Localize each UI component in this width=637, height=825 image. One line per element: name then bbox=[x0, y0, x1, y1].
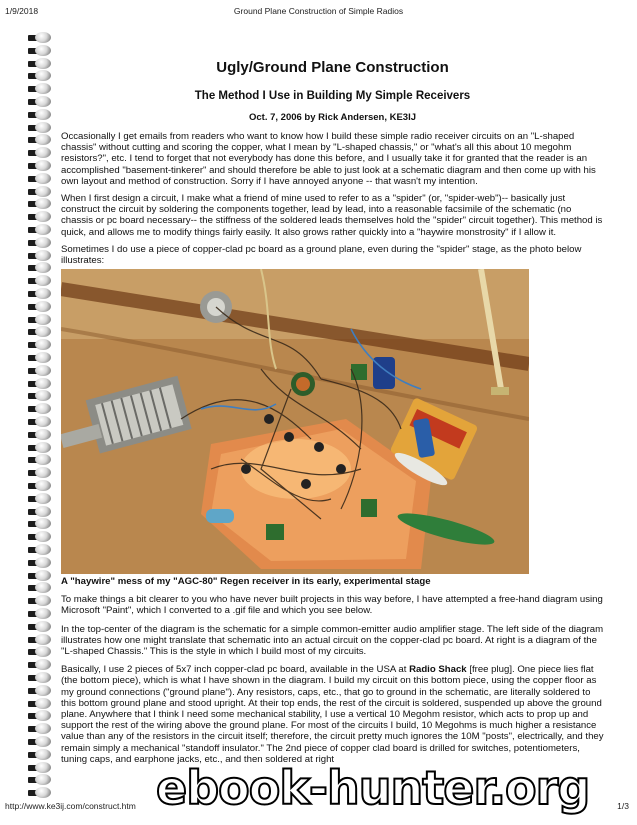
paragraph-6-text-b: [free plug]. One piece lies flat (the bottom piece), which is what I have shown in the diagram. I build my circuit on this bottom piece, using the copper floor as my ground connections ("ground plane"). Any resistors, caps, etc., that go to ground in the schematic, are literally soldered to this bottom ground plane and stood upright. At their top ends, the rest of the circuit is soldered, suspended up above the ground plane. Anywhere that I think I need some mechanical stability, I use a vertical 10 Megohm resistor, which acts to prop up and support the rest of the wiring above the ground plane. For most of the circuits I build, 10 Megohms is much higher a resistance value than any of the resistors in the circuit itself; therefore, the circuit pretty much ignores the 10M "posts", electrically, and they remain simply a mechanical "standoff insulator." The 2nd piece of copper clad board is drilled for switches, potentiometers, tuning caps, and earphone jacks, etc., and then soldered at right bbox=[61, 664, 604, 765]
binding-ring bbox=[28, 301, 54, 314]
binding-ring bbox=[28, 442, 54, 455]
receiver-photo-art bbox=[61, 269, 529, 574]
binding-ring bbox=[28, 570, 54, 583]
print-title: Ground Plane Construction of Simple Radios bbox=[233, 6, 404, 16]
binding-ring bbox=[28, 608, 54, 621]
binding-ring bbox=[28, 493, 54, 506]
print-header bbox=[0, 6, 637, 18]
binding-ring bbox=[28, 659, 54, 672]
binding-ring bbox=[28, 173, 54, 186]
binding-ring bbox=[28, 390, 54, 403]
binding-ring bbox=[28, 147, 54, 160]
binding-ring bbox=[28, 723, 54, 736]
binding-ring bbox=[28, 557, 54, 570]
binding-ring bbox=[28, 326, 54, 339]
print-date: 1/9/2018 bbox=[5, 6, 39, 16]
binding-ring bbox=[28, 58, 54, 71]
binding-ring bbox=[28, 710, 54, 723]
binding-ring bbox=[28, 480, 54, 493]
receiver-photo bbox=[61, 269, 529, 574]
print-footer bbox=[0, 801, 637, 813]
paragraph-6 bbox=[61, 664, 604, 765]
binding-ring bbox=[28, 198, 54, 211]
print-page-number: 1/3 bbox=[617, 801, 629, 811]
binding-ring bbox=[28, 646, 54, 659]
binding-ring bbox=[28, 403, 54, 416]
paragraph-4: To make things a bit clearer to you who have never built projects in this way before, I have attempted a free-hand diagram using Microsoft "Paint", which I converted to a .gif file and which you see below. bbox=[61, 594, 603, 617]
article-byline: Oct. 7, 2006 by Rick Andersen, KE3IJ bbox=[248, 112, 417, 123]
binding-ring bbox=[28, 621, 54, 634]
binding-ring bbox=[28, 83, 54, 96]
binding-ring bbox=[28, 70, 54, 83]
binding-ring bbox=[28, 275, 54, 288]
photo-caption: A "haywire" mess of my "AGC-80" Regen receiver in its early, experimental stage bbox=[61, 576, 431, 588]
paragraph-3: Sometimes I do use a piece of copper-clad pc board as a ground plane, even during the "spider" stage, as the photo below illustrates: bbox=[61, 243, 582, 267]
binding-ring bbox=[28, 787, 54, 800]
binding-ring bbox=[28, 237, 54, 250]
binding-ring bbox=[28, 32, 54, 45]
binding-ring bbox=[28, 224, 54, 237]
radio-shack-link: Radio Shack bbox=[409, 664, 467, 676]
article bbox=[61, 58, 604, 765]
binding-ring bbox=[28, 416, 54, 429]
article-title: Ugly/Ground Plane Construction bbox=[216, 59, 449, 76]
binding-ring bbox=[28, 250, 54, 263]
watermark: ebook-hunter.org bbox=[156, 761, 590, 815]
binding-ring bbox=[28, 531, 54, 544]
binding-ring bbox=[28, 365, 54, 378]
binding-ring bbox=[28, 582, 54, 595]
binding-ring bbox=[28, 518, 54, 531]
paragraph-6-text-a: Basically, I use 2 pieces of 5x7 inch copper-clad pc board, available in the USA at bbox=[61, 664, 410, 676]
print-url: http://www.ke3ij.com/construct.htm bbox=[5, 801, 136, 811]
binding-ring bbox=[28, 109, 54, 122]
binding-ring bbox=[28, 288, 54, 301]
binding-ring bbox=[28, 544, 54, 557]
article-subtitle: The Method I Use in Building My Simple Receivers bbox=[194, 90, 471, 102]
binding-ring bbox=[28, 186, 54, 199]
paragraph-2: When I first design a circuit, I make what a friend of mine used to refer to as a "spider" (or, "spider-web")-- basically just construct the circuit by soldering the components together, lead by lead, into a reasonable facsimile of the schematic (no chassis or pc board necessary-- the stiffness of the soldered leads themselves hold the "spider" circuit together). This method is quick, and allows me to modify things fairly easily. It also grows rather quickly into a "haywire monstrosity" if I allow it. bbox=[61, 193, 603, 238]
binding-ring bbox=[28, 262, 54, 275]
binding-ring bbox=[28, 352, 54, 365]
binding-ring bbox=[28, 672, 54, 685]
paragraph-5: In the top-center of the diagram is the schematic for a simple common-emitter audio amplifier stage. The left side of the diagram illustrates how one might translate that schematic into an actual circuit on the copper-clad pc board. At right is a diagram of the "L-shaped Chassis." This is the style in which I build most of my circuits. bbox=[61, 623, 604, 658]
binding-ring bbox=[28, 211, 54, 224]
binding-ring bbox=[28, 339, 54, 352]
binding-ring bbox=[28, 595, 54, 608]
binding-ring bbox=[28, 96, 54, 109]
binding-ring bbox=[28, 774, 54, 787]
binding-ring bbox=[28, 634, 54, 647]
binding-ring bbox=[28, 762, 54, 775]
binding-ring bbox=[28, 685, 54, 698]
binding-ring bbox=[28, 454, 54, 467]
binding-ring bbox=[28, 134, 54, 147]
binding-ring bbox=[28, 429, 54, 442]
binding-ring bbox=[28, 467, 54, 480]
spiral-binding bbox=[28, 32, 54, 797]
binding-ring bbox=[28, 378, 54, 391]
binding-ring bbox=[28, 698, 54, 711]
binding-ring bbox=[28, 314, 54, 327]
paragraph-1: Occasionally I get emails from readers who want to know how I build these simple radio receiver circuits on an "L-shaped chassis" without cutting and scoring the copper, what I mean by "L-shaped chassis," or "what's all this about 10 megohm resistors?", etc. I tend to forget that not everybody has done this before, and I usually take it for granted that the reader is an accomplished "basement-tinkerer" and should therefore be able to just look at a schematic diagram and then come up with his own layout and method of construction. Sorry if I have annoyed anyone -- that wasn't my intention. bbox=[61, 131, 596, 187]
binding-ring bbox=[28, 160, 54, 173]
binding-ring bbox=[28, 736, 54, 749]
binding-ring bbox=[28, 45, 54, 58]
binding-ring bbox=[28, 506, 54, 519]
binding-ring bbox=[28, 122, 54, 135]
binding-ring bbox=[28, 749, 54, 762]
